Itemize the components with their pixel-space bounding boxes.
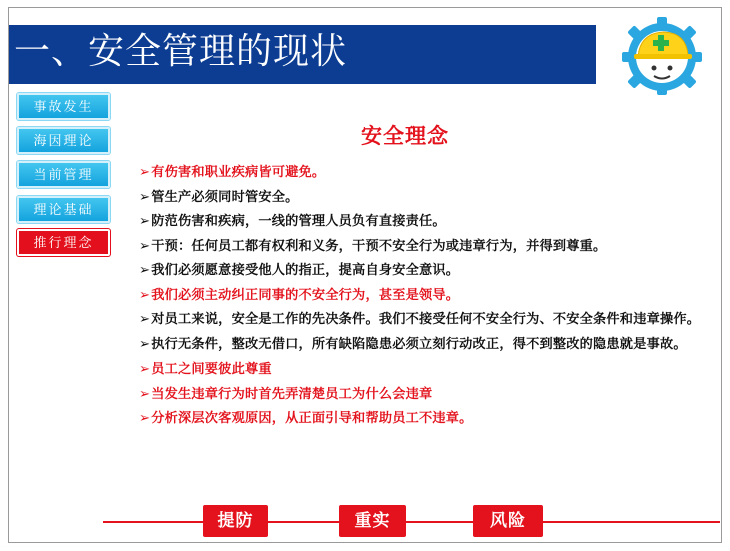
list-item: ➢分析深层次客观原因，从正面引导和帮助员工不违章。 xyxy=(139,411,473,426)
safety-helmet-gear-icon xyxy=(614,13,710,97)
list-item: ➢防范伤害和疾病，一线的管理人员负有直接责任。 xyxy=(139,214,446,229)
section-title: 安全理念 xyxy=(361,124,449,148)
slide-title: 一、安全管理的现状 xyxy=(14,31,348,72)
bullet-arrow-icon: ➢ xyxy=(139,386,151,402)
nav-item-accident[interactable]: 事故发生 xyxy=(17,93,110,120)
list-item: ➢我们必须主动纠正同事的不安全行为，甚至是领导。 xyxy=(139,287,460,303)
bullet-arrow-icon: ➢ xyxy=(139,214,151,229)
bullet-arrow-icon: ➢ xyxy=(139,263,151,278)
list-item: ➢管生产必须同时管安全。 xyxy=(139,189,299,205)
footer-divider xyxy=(103,521,720,523)
nav-item-heinrich-theory[interactable]: 海因理论 xyxy=(17,127,110,154)
bullet-arrow-icon: ➢ xyxy=(139,337,151,352)
list-item: ➢我们必须愿意接受他人的指正，提高自身安全意识。 xyxy=(139,263,460,278)
bullet-arrow-icon: ➢ xyxy=(139,411,151,426)
bullet-arrow-icon: ➢ xyxy=(139,189,151,205)
list-item: ➢有伤害和职业疾病皆可避免。 xyxy=(139,165,326,180)
bullet-arrow-icon: ➢ xyxy=(139,165,151,180)
content-list xyxy=(139,164,701,435)
nav-item-theory-basis[interactable]: 理论基础 xyxy=(17,196,110,223)
footer-button-risk[interactable]: 风险 xyxy=(473,505,543,537)
bullet-arrow-icon: ➢ xyxy=(139,362,151,377)
list-item: ➢员工之间要彼此尊重 xyxy=(139,362,272,377)
bullet-arrow-icon: ➢ xyxy=(139,238,151,254)
list-item: ➢当发生违章行为时首先弄清楚员工为什么会违章 xyxy=(139,386,433,402)
footer-button-prevent[interactable]: 提防 xyxy=(203,505,268,537)
bullet-arrow-icon: ➢ xyxy=(139,312,151,327)
list-item: ➢执行无条件，整改无借口，所有缺陷隐患必须立刻行动改正，得不到整改的隐患就是事故。 xyxy=(139,337,687,352)
list-item: ➢对员工来说，安全是工作的先决条件。我们不接受任何不安全行为、不安全条件和违章操作。 xyxy=(139,312,701,327)
bullet-arrow-icon: ➢ xyxy=(139,287,151,303)
nav-item-current-management[interactable]: 当前管理 xyxy=(17,161,110,188)
footer-button-emphasize-reality[interactable]: 重实 xyxy=(339,505,406,537)
list-item: ➢干预：任何员工都有权利和义务，干预不安全行为或违章行为，并得到尊重。 xyxy=(139,238,607,254)
nav-item-promote-concept[interactable]: 推行理念 xyxy=(17,229,110,256)
